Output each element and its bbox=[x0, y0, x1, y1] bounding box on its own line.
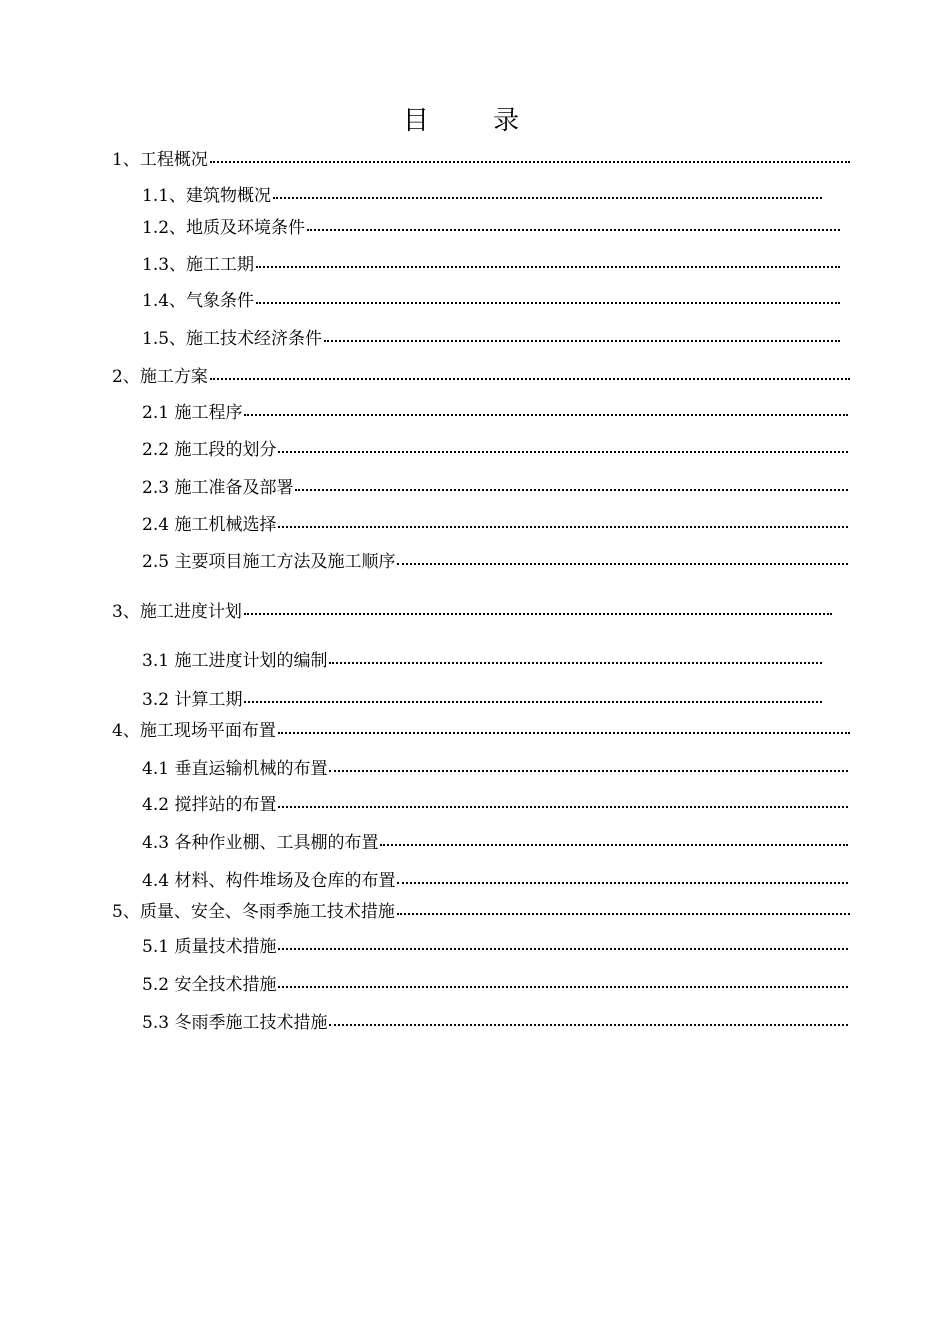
toc-entry[interactable] bbox=[142, 869, 848, 893]
toc-entry[interactable] bbox=[142, 184, 822, 208]
toc-entry-label: 5.3 冬雨季施工技术措施 bbox=[142, 1013, 328, 1033]
toc-entry-label: 5、质量、安全、冬雨季施工技术措施 bbox=[112, 902, 395, 922]
toc-entry[interactable] bbox=[142, 438, 848, 462]
toc-entry[interactable] bbox=[112, 600, 832, 624]
toc-entry-label: 1.2、地质及环境条件 bbox=[142, 218, 306, 238]
toc-entry-label: 3.1 施工进度计划的编制 bbox=[142, 651, 328, 671]
toc-entry-label: 2.1 施工程序 bbox=[142, 403, 243, 423]
toc-entry-label: 4.4 材料、构件堆场及仓库的布置 bbox=[142, 871, 396, 891]
toc-dot-leader bbox=[256, 302, 840, 304]
toc-entry-label: 2、施工方案 bbox=[112, 367, 208, 387]
toc-entry-label: 3、施工进度计划 bbox=[112, 602, 242, 622]
toc-entry[interactable] bbox=[142, 253, 840, 277]
toc-dot-leader bbox=[273, 197, 822, 199]
toc-entry-label: 4、施工现场平面布置 bbox=[112, 721, 276, 741]
toc-entry-label: 1.5、施工技术经济条件 bbox=[142, 329, 323, 349]
toc-entry-label: 5.1 质量技术措施 bbox=[142, 937, 277, 957]
toc-dot-leader bbox=[380, 844, 848, 846]
toc-entry[interactable] bbox=[142, 688, 822, 712]
toc-entry[interactable] bbox=[142, 327, 840, 351]
toc-entry-label: 2.2 施工段的划分 bbox=[142, 440, 277, 460]
page-title: 目 录 bbox=[402, 106, 548, 136]
toc-dot-leader bbox=[278, 948, 848, 950]
toc-entry-label: 2.3 施工准备及部署 bbox=[142, 478, 294, 498]
toc-entry[interactable] bbox=[142, 757, 848, 781]
toc-dot-leader bbox=[210, 378, 850, 380]
toc-entry[interactable] bbox=[142, 973, 848, 997]
toc-entry-label: 2.4 施工机械选择 bbox=[142, 515, 277, 535]
toc-entry[interactable] bbox=[112, 365, 850, 389]
toc-dot-leader bbox=[256, 266, 840, 268]
toc-entry[interactable] bbox=[112, 900, 850, 924]
toc-dot-leader bbox=[329, 1024, 848, 1026]
toc-dot-leader bbox=[324, 340, 840, 342]
toc-entry-label: 4.1 垂直运输机械的布置 bbox=[142, 759, 328, 779]
toc-entry[interactable] bbox=[142, 649, 822, 673]
toc-entry-label: 1.3、施工工期 bbox=[142, 255, 255, 275]
toc-dot-leader bbox=[210, 161, 850, 163]
toc-dot-leader bbox=[397, 563, 848, 565]
toc-dot-leader bbox=[295, 489, 848, 491]
toc-entry[interactable] bbox=[142, 476, 848, 500]
toc-dot-leader bbox=[278, 451, 848, 453]
toc-entry[interactable] bbox=[142, 550, 848, 574]
toc-dot-leader bbox=[397, 882, 848, 884]
toc-dot-leader bbox=[278, 732, 850, 734]
toc-entry[interactable] bbox=[142, 401, 848, 425]
toc-entry[interactable] bbox=[112, 719, 850, 743]
toc-dot-leader bbox=[397, 913, 850, 915]
toc-entry[interactable] bbox=[142, 935, 848, 959]
toc-dot-leader bbox=[329, 662, 822, 664]
toc-entry-label: 2.5 主要项目施工方法及施工顺序 bbox=[142, 552, 396, 572]
toc-entry-label: 4.2 搅拌站的布置 bbox=[142, 795, 277, 815]
toc-dot-leader bbox=[244, 701, 822, 703]
toc-entry[interactable] bbox=[142, 793, 848, 817]
toc-entry-label: 5.2 安全技术措施 bbox=[142, 975, 277, 995]
toc-entry[interactable] bbox=[142, 289, 840, 313]
toc-entry[interactable] bbox=[112, 148, 850, 172]
toc-entry[interactable] bbox=[142, 216, 840, 240]
toc-entry-label: 4.3 各种作业棚、工具棚的布置 bbox=[142, 833, 379, 853]
toc-entry-label: 3.2 计算工期 bbox=[142, 690, 243, 710]
toc-dot-leader bbox=[278, 986, 848, 988]
toc-dot-leader bbox=[278, 526, 848, 528]
toc-dot-leader bbox=[244, 414, 848, 416]
toc-entry[interactable] bbox=[142, 1011, 848, 1035]
toc-entry-label: 1.4、气象条件 bbox=[142, 291, 255, 311]
toc-dot-leader bbox=[278, 806, 848, 808]
toc-dot-leader bbox=[329, 770, 848, 772]
toc-entry-label: 1.1、建筑物概况 bbox=[142, 186, 272, 206]
toc-entry-label: 1、工程概况 bbox=[112, 150, 208, 170]
toc-dot-leader bbox=[307, 229, 840, 231]
toc-dot-leader bbox=[244, 613, 832, 615]
toc-entry[interactable] bbox=[142, 513, 848, 537]
toc-entry[interactable] bbox=[142, 831, 848, 855]
